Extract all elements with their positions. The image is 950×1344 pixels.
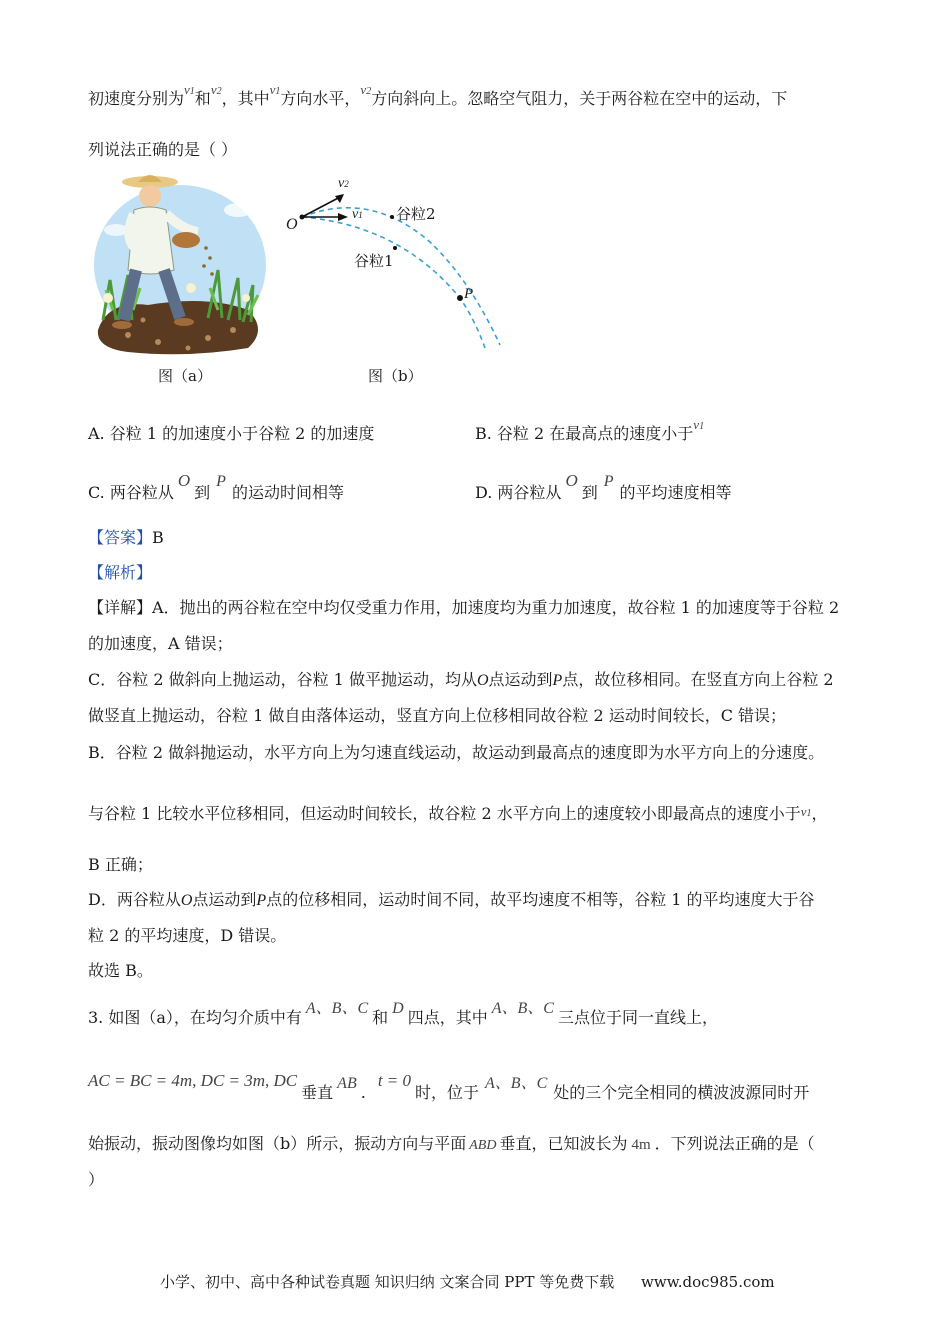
detail-line-2: 的加速度，A 错误； [88, 634, 233, 653]
detail-line-5: B．谷粒 2 做斜抛运动，水平方向上为匀速直线运动，故运动到最高点的速度即为水平方向上的分速度。 [88, 743, 825, 762]
detail-line-6: 与谷粒 1 比较水平位移相同，但运动时间较长，故谷粒 2 水平方向上的速度较小即最高点的速度小于v1， [88, 804, 828, 823]
figure-b-diagram [280, 170, 510, 360]
label-v2: v2 [338, 176, 349, 191]
option-a: A. 谷粒 1 的加速度小于谷粒 2 的加速度 [88, 424, 375, 443]
v2-symbol: v2 [210, 82, 222, 97]
footer-link[interactable]: www.doc985.com [641, 1273, 775, 1291]
farmer-illustration [88, 170, 268, 360]
v1-symbol: v1 [800, 804, 812, 819]
grain1-trajectory [302, 217, 485, 348]
label-O: O [286, 216, 298, 233]
analysis-tag: 【解析】 [88, 563, 153, 582]
figure-a-caption: 图（a） [158, 367, 212, 385]
q3-line-1: 3. 如图（a），在均匀介质中有 A、B、C 和 D 四点，其中 A、B、C 三点位于同一直线上， [88, 1000, 718, 1027]
detail-line-9: 粒 2 的平均速度，D 错误。 [88, 926, 287, 945]
trajectory-diagram [280, 170, 510, 360]
figure-a-illustration [88, 170, 268, 360]
q3-line-4: ） [88, 1170, 105, 1189]
v2-arrow [302, 196, 342, 217]
point-P [457, 295, 463, 301]
detail-line-10: 故选 B。 [88, 961, 153, 980]
detail-line-8: D．两谷粒从O点运动到P点的位移相同，运动时间不同，故平均速度不相等，谷粒 1 的平均速度大于谷 [88, 890, 815, 909]
detail-line-1: 【详解】A．抛出的两谷粒在空中均仅受重力作用，加速度均为重力加速度，故谷粒 1 的加速度等于谷粒 2 [88, 598, 840, 617]
detail-line-4: 做竖直上抛运动，谷粒 1 做自由落体运动，竖直方向上位移相同故谷粒 2 运动时间较长，C 错误； [88, 706, 787, 725]
q3-line-2: AC = BC = 4m, DC = 3m, DC垂直 AB .t = 0时，位于 A、B、C 处的三个完全相同的横波波源同时开 [88, 1071, 810, 1102]
v1-symbol: v1 [693, 417, 705, 432]
v1-symbol: v1 [184, 82, 195, 97]
detail-line-3: C．谷粒 2 做斜向上抛运动，谷粒 1 做平抛运动，均从O点运动到P点，故位移相同。在竖直方向上谷粒 2 [88, 670, 834, 689]
option-b: B. 谷粒 2 在最高点的速度小于$^{v1}$ [475, 417, 705, 443]
q2-line2: 列说法正确的是（ ） [88, 140, 238, 159]
figure-b-caption: 图（b） [368, 367, 423, 385]
option-c: C. 两谷粒从O到P的运动时间相等 [88, 471, 344, 502]
label-grain2: 谷粒2 [396, 205, 436, 223]
q2-text: 初速度分别为 [88, 89, 185, 108]
point-O [300, 215, 305, 220]
v2-symbol: v2 [360, 82, 372, 97]
footer [160, 1271, 775, 1292]
q2-text: ，其中 [221, 89, 270, 108]
label-P: P [464, 286, 474, 302]
label-grain1: 谷粒1 [354, 252, 394, 270]
q2-text: 和 [194, 89, 211, 108]
label-v1: v1 [352, 207, 363, 222]
q2-text: 方向水平， [280, 89, 361, 108]
v1-symbol: v1 [269, 82, 281, 97]
answer-value: B [152, 528, 164, 547]
answer-tag: 【答案】 [88, 528, 153, 547]
footer-text: 小学、初中、高中各种试卷真题 知识归纳 文案合同 PPT 等免费下载 [160, 1273, 615, 1291]
q2-line1 [88, 82, 788, 112]
option-d: D. 两谷粒从O到P的平均速度相等 [475, 471, 732, 502]
detail-line-7: B 正确； [88, 855, 153, 874]
answer-line [88, 528, 164, 548]
grain2-trajectory [302, 208, 500, 345]
q2-text: 方向斜向上。忽略空气阻力，关于两谷粒在空中的运动，下 [371, 89, 788, 108]
q3-line-3: 始振动，振动图像均如图（b）所示，振动方向与平面 ABD 垂直，已知波长为 4m ．下列说法正确的是（ [88, 1134, 815, 1153]
